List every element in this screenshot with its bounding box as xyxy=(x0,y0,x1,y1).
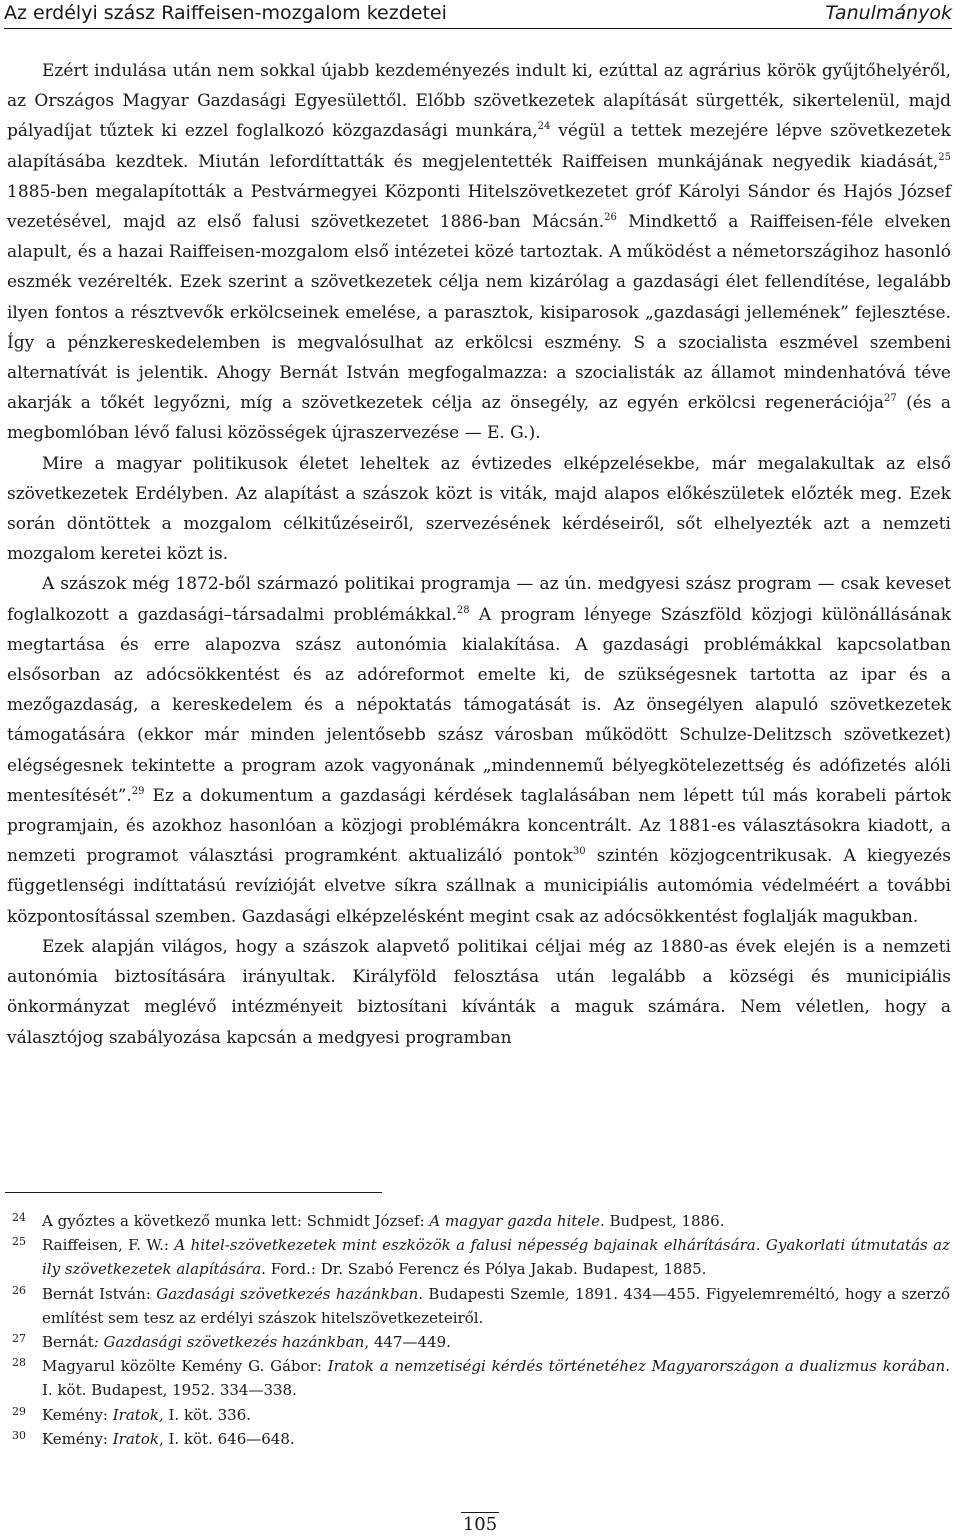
paragraph-2: Mire a magyar politikusok életet leheltek az évtizedes elképzelésekbe, már megalakultak az első szövetkezetek Erdélyben. Az alapítást a szászok közt is viták, majd alapos előkészületek előzték meg. Ezek során döntöttek a mozgalom célkitűzéseiről, szervezésének kérdéseiről, sőt elhelyezték azt a nemzeti mozgalom keretei közt is. xyxy=(7,453,951,565)
text-run: végül a tettek mezejére lépve szövetkezetek alapításába kezdtek. Miután lefordíttatták és megjelentették Raiffeisen munkájának negyedik kiadását, xyxy=(7,121,951,172)
footnote-text: Bernát xyxy=(42,1333,94,1352)
footnote-30 xyxy=(12,1427,950,1451)
footnote-text: Kemény: xyxy=(42,1405,113,1424)
footnote-ref-26[interactable]: 26 xyxy=(604,212,617,224)
footnote-text: Magyarul közölte Kemény G. Gábor: xyxy=(42,1357,328,1376)
footnote-ref-28[interactable]: 28 xyxy=(456,604,470,616)
text-run: Ez a dokumentum a gazdasági kérdések taglalásában nem lépett túl más korabeli pártok programjain, és azokhoz hasonlóan a közjogi problémákra koncentrált. Az 1881-es választásokra kiadott, a nemzeti programot választási programként aktualizáló pontok xyxy=(7,785,951,867)
page-number xyxy=(0,1512,960,1537)
footnote-work-title: Iratok xyxy=(112,1429,159,1448)
footnote-ref-29[interactable]: 29 xyxy=(131,785,145,797)
footnote-number: 24 xyxy=(12,1211,26,1224)
footnote-work-title: A magyar gazda hitele xyxy=(429,1212,600,1230)
footnote-number: 28 xyxy=(12,1356,26,1370)
section-name: Tanulmányok xyxy=(825,2,952,24)
article-body xyxy=(7,56,951,1053)
paragraph-4: Ezek alapján világos, hogy a szászok alapvető politikai céljai még az 1880-as évek elején is a nemzeti autonómia biztosítására irányultak. Királyföld felosztása után legalább a községi és municipiális önkormányzat meglévő intézményeit biztosítani kívánták a maguk számára. Nem véletlen, hogy a választójog szabályozása kapcsán a medgyesi programban xyxy=(7,936,951,1048)
footnote-29 xyxy=(12,1403,950,1427)
footnote-number: 25 xyxy=(12,1235,26,1249)
footnotes xyxy=(12,1209,950,1451)
footnote-number: 30 xyxy=(12,1428,26,1442)
page-number-text: 105 xyxy=(462,1514,498,1535)
footnote-text: , I. köt. 646—648. xyxy=(158,1429,295,1448)
footnote-separator xyxy=(5,1192,382,1193)
running-title: Az erdélyi szász Raiffeisen-mozgalom kezdetei xyxy=(4,2,447,24)
footnote-work-title: A hitel-szövetkezetek mint eszközök a falusi népesség bajainak elhárítására. Gyakorlati útmutatás az ily szövetkezetek alapítására xyxy=(42,1236,950,1279)
paragraph-1 xyxy=(7,56,951,449)
text-run: 1885-ben megalapították a Pestvármegyei Központi Hitelszövetkezetet gróf Károlyi Sándor és Hajós József vezetésével, majd az első falusi szövetkezetet 1886-ban Mácsán. xyxy=(7,181,951,233)
text-run: A szászok még 1872-ből származó politikai programja — az ún. medgyesi szász program — csak keveset foglalkozott a gazdasági–társadalmi problémákkal. xyxy=(7,574,951,625)
footnote-text: A győztes a következő munka lett: Schmidt József: xyxy=(42,1212,430,1230)
footnote-work-title: Iratok a nemzetiségi kérdés történetéhez Magyarországon a dualizmus korában xyxy=(327,1357,946,1376)
footnote-27 xyxy=(12,1330,950,1354)
footnote-text: Kemény: xyxy=(42,1429,113,1448)
footnote-number: 26 xyxy=(12,1283,26,1297)
footnote-24 xyxy=(12,1209,950,1233)
paragraph-3 xyxy=(7,569,951,931)
footnote-text: . Ford.: Dr. Szabó Ferencz és Pólya Jakab. Budapest, 1885. xyxy=(261,1260,707,1279)
footnote-text: Raiffeisen, F. W.: xyxy=(42,1236,175,1255)
footnote-work-title: Iratok, xyxy=(112,1405,164,1424)
text-run: Ezért indulása után nem sokkal újabb kezdeményezés indult ki, ezúttal az agrárius körök gyűjtőhelyéről, az Országos Magyar Gazdasági Egyesülettől. Előbb szövetkezetek alapítását sürgették, sikertelenül, majd pályadíjat tűztek ki ezzel foglalkozó közgazdasági munkára, xyxy=(7,61,951,142)
footnote-ref-27[interactable]: 27 xyxy=(884,393,897,405)
footnote-number: 29 xyxy=(12,1404,26,1418)
text-run: A program lényege Szászföld közjogi különállásának megtartása és erre alapozva szász autonómia kialakítása. A gazdasági problémákkal kapcsolatban elsősorban az adócsökkentést és az adóreformot emelte ki, de szükségesnek tartotta az ipar és a mezőgazdaság, a kereskedelem és a népoktatás támogatását is. Az önsegélyen alapuló szövetkezetek támogatására (ekkor már minden jelentősebb szász városban működött Schulze-Delitzsch szövetkezet) elégségesnek tekintette a program azok vagyonának „mindennemű bélyegkötelezettség és adófizetés alóli mentesítését”. xyxy=(7,604,951,806)
footnote-26 xyxy=(12,1282,950,1330)
text-run: (és a megbomlóban lévő falusi közösségek újraszervezése — E. G.). xyxy=(7,393,951,444)
footnote-text: . Budapesti Szemle, 1891. 434—455. Figyelemreméltó, hogy a szerző említést sem tesz az erdélyi szászok hitelszövetkezeteiről. xyxy=(42,1284,950,1327)
running-header xyxy=(4,0,952,29)
footnote-number: 27 xyxy=(12,1332,26,1346)
footnote-ref-30[interactable]: 30 xyxy=(572,846,586,858)
footnote-text: . Budpest, 1886. xyxy=(599,1212,725,1230)
footnote-25 xyxy=(12,1233,950,1281)
text-run: Mindkettő a Raiffeisen-féle elveken alapult, és a hazai Raiffeisen-mozgalom első intézetei közé tartoztak. A működést a németországihoz hasonló eszmék vezérelték. Ezek szerint a szövetkezetek célja nem kizárólag a gazdasági élet fellendítése, legalább ilyen fontos a résztvevők erkölcseinek emelése, a parasztok, kisiparosok „gazdasági jellemének” fejlesztése. Így a pénzkereskedelemben is megvalósulhat az erkölcsi eszmény. S a szocialista eszmével szembeni alternatívát is jelentik. Ahogy Bernát István megfogalmazza: a szocialisták az államot mindenhatóvá téve akarják a tőkét legyőzni, míg a szövetkezetek célja az önsegély, az egyén erkölcsi regenerációja xyxy=(7,212,952,414)
footnote-ref-24[interactable]: 24 xyxy=(537,121,551,133)
footnote-work-title: : Gazdasági szövetkezés hazánkban xyxy=(93,1333,365,1352)
text-run: szintén közjogcentrikusak. A kiegyezés függetlenségi indíttatású revízióját elvetve síkra szállnak a municipiális automómia védelméért a további központosítással szemben. Gazdasági elképzelésként megint csak az adócsökkentést foglalják magukban. xyxy=(7,846,951,927)
footnote-work-title: Gazdasági szövetkezés hazánkban xyxy=(156,1284,419,1303)
footnote-text: Bernát István: xyxy=(42,1284,157,1303)
footnote-ref-25[interactable]: 25 xyxy=(938,151,951,163)
footnote-text: , 447—449. xyxy=(364,1333,451,1352)
footnote-text: I. köt. 336. xyxy=(163,1405,252,1424)
footnote-28 xyxy=(12,1354,950,1402)
footnote-text: . I. köt. Budapest, 1952. 334—338. xyxy=(42,1357,950,1400)
